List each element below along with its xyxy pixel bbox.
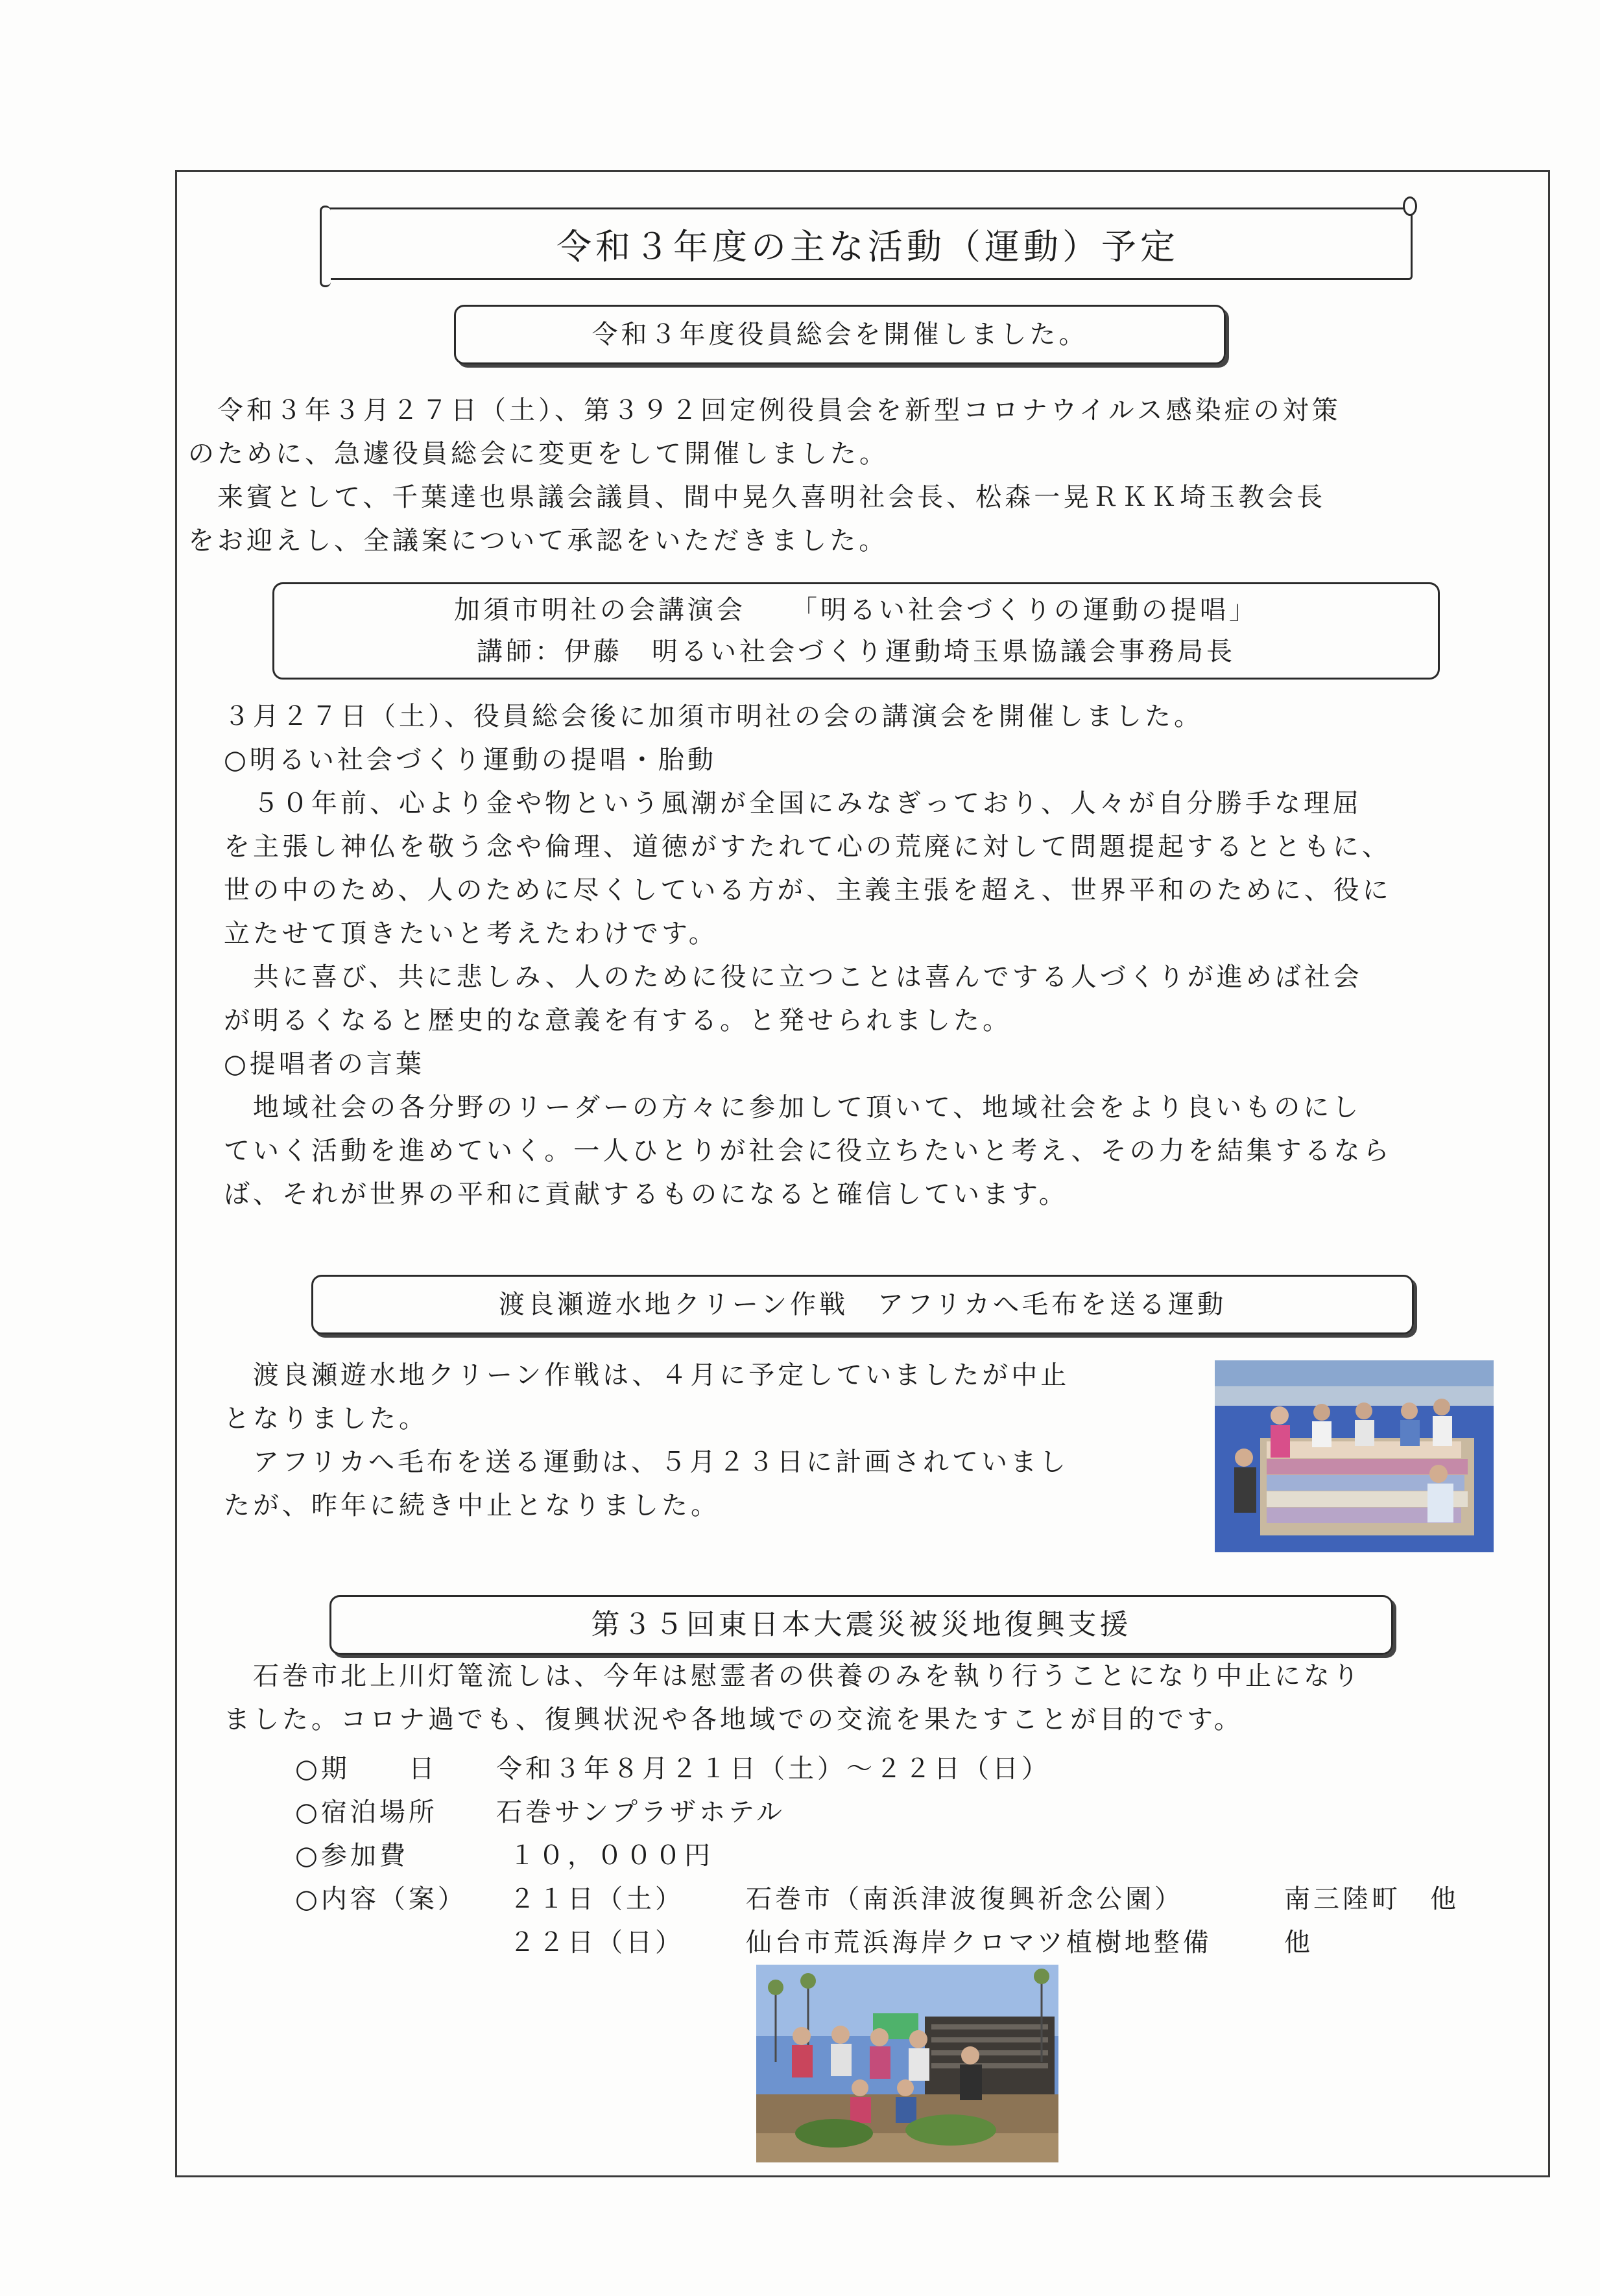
cleanup-heading-box [311,1275,1414,1334]
schedule-extra: 他 [1284,1928,1313,1958]
cleanup-heading: 渡良瀬遊水地クリーン作戦 アフリカへ毛布を送る運動 [498,1290,1227,1320]
paragraph-line: ていく活動を進めていく。一人ひとりが社会に役立ちたいと考え、その力を結集するなら [224,1136,1392,1166]
paragraph-line: ば、それが世界の平和に貢献するものになると確信しています。 [224,1179,1068,1209]
paragraph-line: 渡良瀬遊水地クリーン作戦は、４月に予定していましたが中止 [224,1360,1070,1390]
detail-label: ○宿泊場所 [295,1797,438,1827]
schedule-day: ２２日（日） [509,1928,684,1958]
paragraph-line: 立たせて頂きたいと考えたわけです。 [224,919,718,949]
schedule-table [295,1878,1459,1965]
paragraph-line: 共に喜び、共に悲しみ、人のために役に立つことは喜んでする人づくりが進めば社会 [224,962,1363,992]
paragraph-line: 来賓として、千葉達也県議会議員、間中晃久喜明社会長、松森一晃ＲＫＫ埼玉教会長 [188,482,1326,512]
paragraph-line: 地域社会の各分野のリーダーの方々に参加して頂いて、地域社会をより良いものにし [224,1093,1362,1122]
blanket-group-photo [1215,1360,1494,1552]
lecture-heading-line2: 講師：伊藤 明るい社会づくり運動埼玉県協議会事務局長 [477,637,1236,667]
paragraph-line: となりました。 [224,1404,428,1434]
paragraph-line: アフリカへ毛布を送る運動は、５月２３日に計画されていまし [224,1447,1069,1477]
event-details [295,1747,1051,1878]
paragraph-line: 令和３年３月２７日（土）、第３９２回定例役員会を新型コロナウイルス感染症の対策 [188,396,1341,425]
detail-row-date [295,1747,1051,1791]
schedule-extra: 南三陸町 他 [1284,1884,1459,1914]
paragraph-line: が明るくなると歴史的な意義を有する。と発せられました。 [224,1006,1012,1036]
detail-row-lodging [295,1791,1051,1834]
earthquake-text [224,1655,1362,1742]
paragraph-line: 石巻市北上川灯篭流しは、今年は慰霊者の供養のみを執り行うことになり中止になり [224,1661,1362,1691]
lecture-heading-line1: 加須市明社の会講演会 「明るい社会づくりの運動の提唱」 [454,595,1258,625]
general-meeting-heading: 令和３年度役員総会を開催しました。 [591,320,1088,349]
paragraph-line: ３月２７日（土）、役員総会後に加須市明社の会の講演会を開催しました。 [224,702,1203,731]
general-meeting-heading-box [454,305,1226,364]
detail-value: 令和３年８月２１日（土）～２２日（日） [496,1754,1051,1784]
paragraph-line: をお迎えし、全議案について承認をいただきました。 [188,526,889,556]
paragraph-line: ました。コロナ過でも、復興状況や各地域での交流を果たすことが目的です。 [224,1705,1243,1734]
detail-row-fee [295,1834,1051,1878]
schedule-row [295,1878,1459,1921]
section-subheading: ○提唱者の言葉 [224,1049,425,1079]
schedule-place: 仙台市荒浜海岸クロマツ植樹地整備 [746,1928,1212,1958]
lecture-text [224,695,1392,1216]
schedule-day: ２１日（土） [509,1884,684,1914]
paragraph-line: 世の中のため、人のために尽くしている方が、主義主張を超え、世界平和のために、役に [224,875,1392,905]
schedule-place: 石巻市（南浜津波復興祈念公園） [746,1884,1184,1914]
schedule-row [295,1921,1459,1965]
main-title-banner [323,207,1413,280]
section-subheading: ○明るい社会づくり運動の提唱・胎動 [224,745,717,775]
earthquake-heading: 第３５回東日本大震災被災地復興支援 [591,1608,1132,1641]
detail-value: １０，０００円 [509,1841,713,1871]
paragraph-line: のために、急遽役員総会に変更をして開催しました。 [188,439,889,469]
general-meeting-text [188,389,1341,563]
paragraph-line: ５０年前、心より金や物という風潮が全国にみなぎっており、人々が自分勝手な理屈 [224,788,1362,818]
earthquake-heading-box [329,1595,1393,1655]
schedule-label: ○内容（案） [295,1884,467,1914]
detail-label: ○参加費 [295,1841,409,1871]
paragraph-line: たが、昨年に続き中止となりました。 [224,1491,720,1521]
paragraph-line: を主張し神仏を敬う念や倫理、道徳がすたれて心の荒廃に対して問題提起するとともに、 [224,832,1391,862]
cleanup-text [224,1354,1069,1528]
tree-planting-group-photo [756,1965,1058,2162]
page-title: 令和３年度の主な活動（運動）予定 [556,226,1179,267]
detail-value: 石巻サンプラザホテル [496,1797,785,1827]
detail-label: ○期 日 [295,1754,438,1784]
lecture-heading-box [272,582,1440,680]
